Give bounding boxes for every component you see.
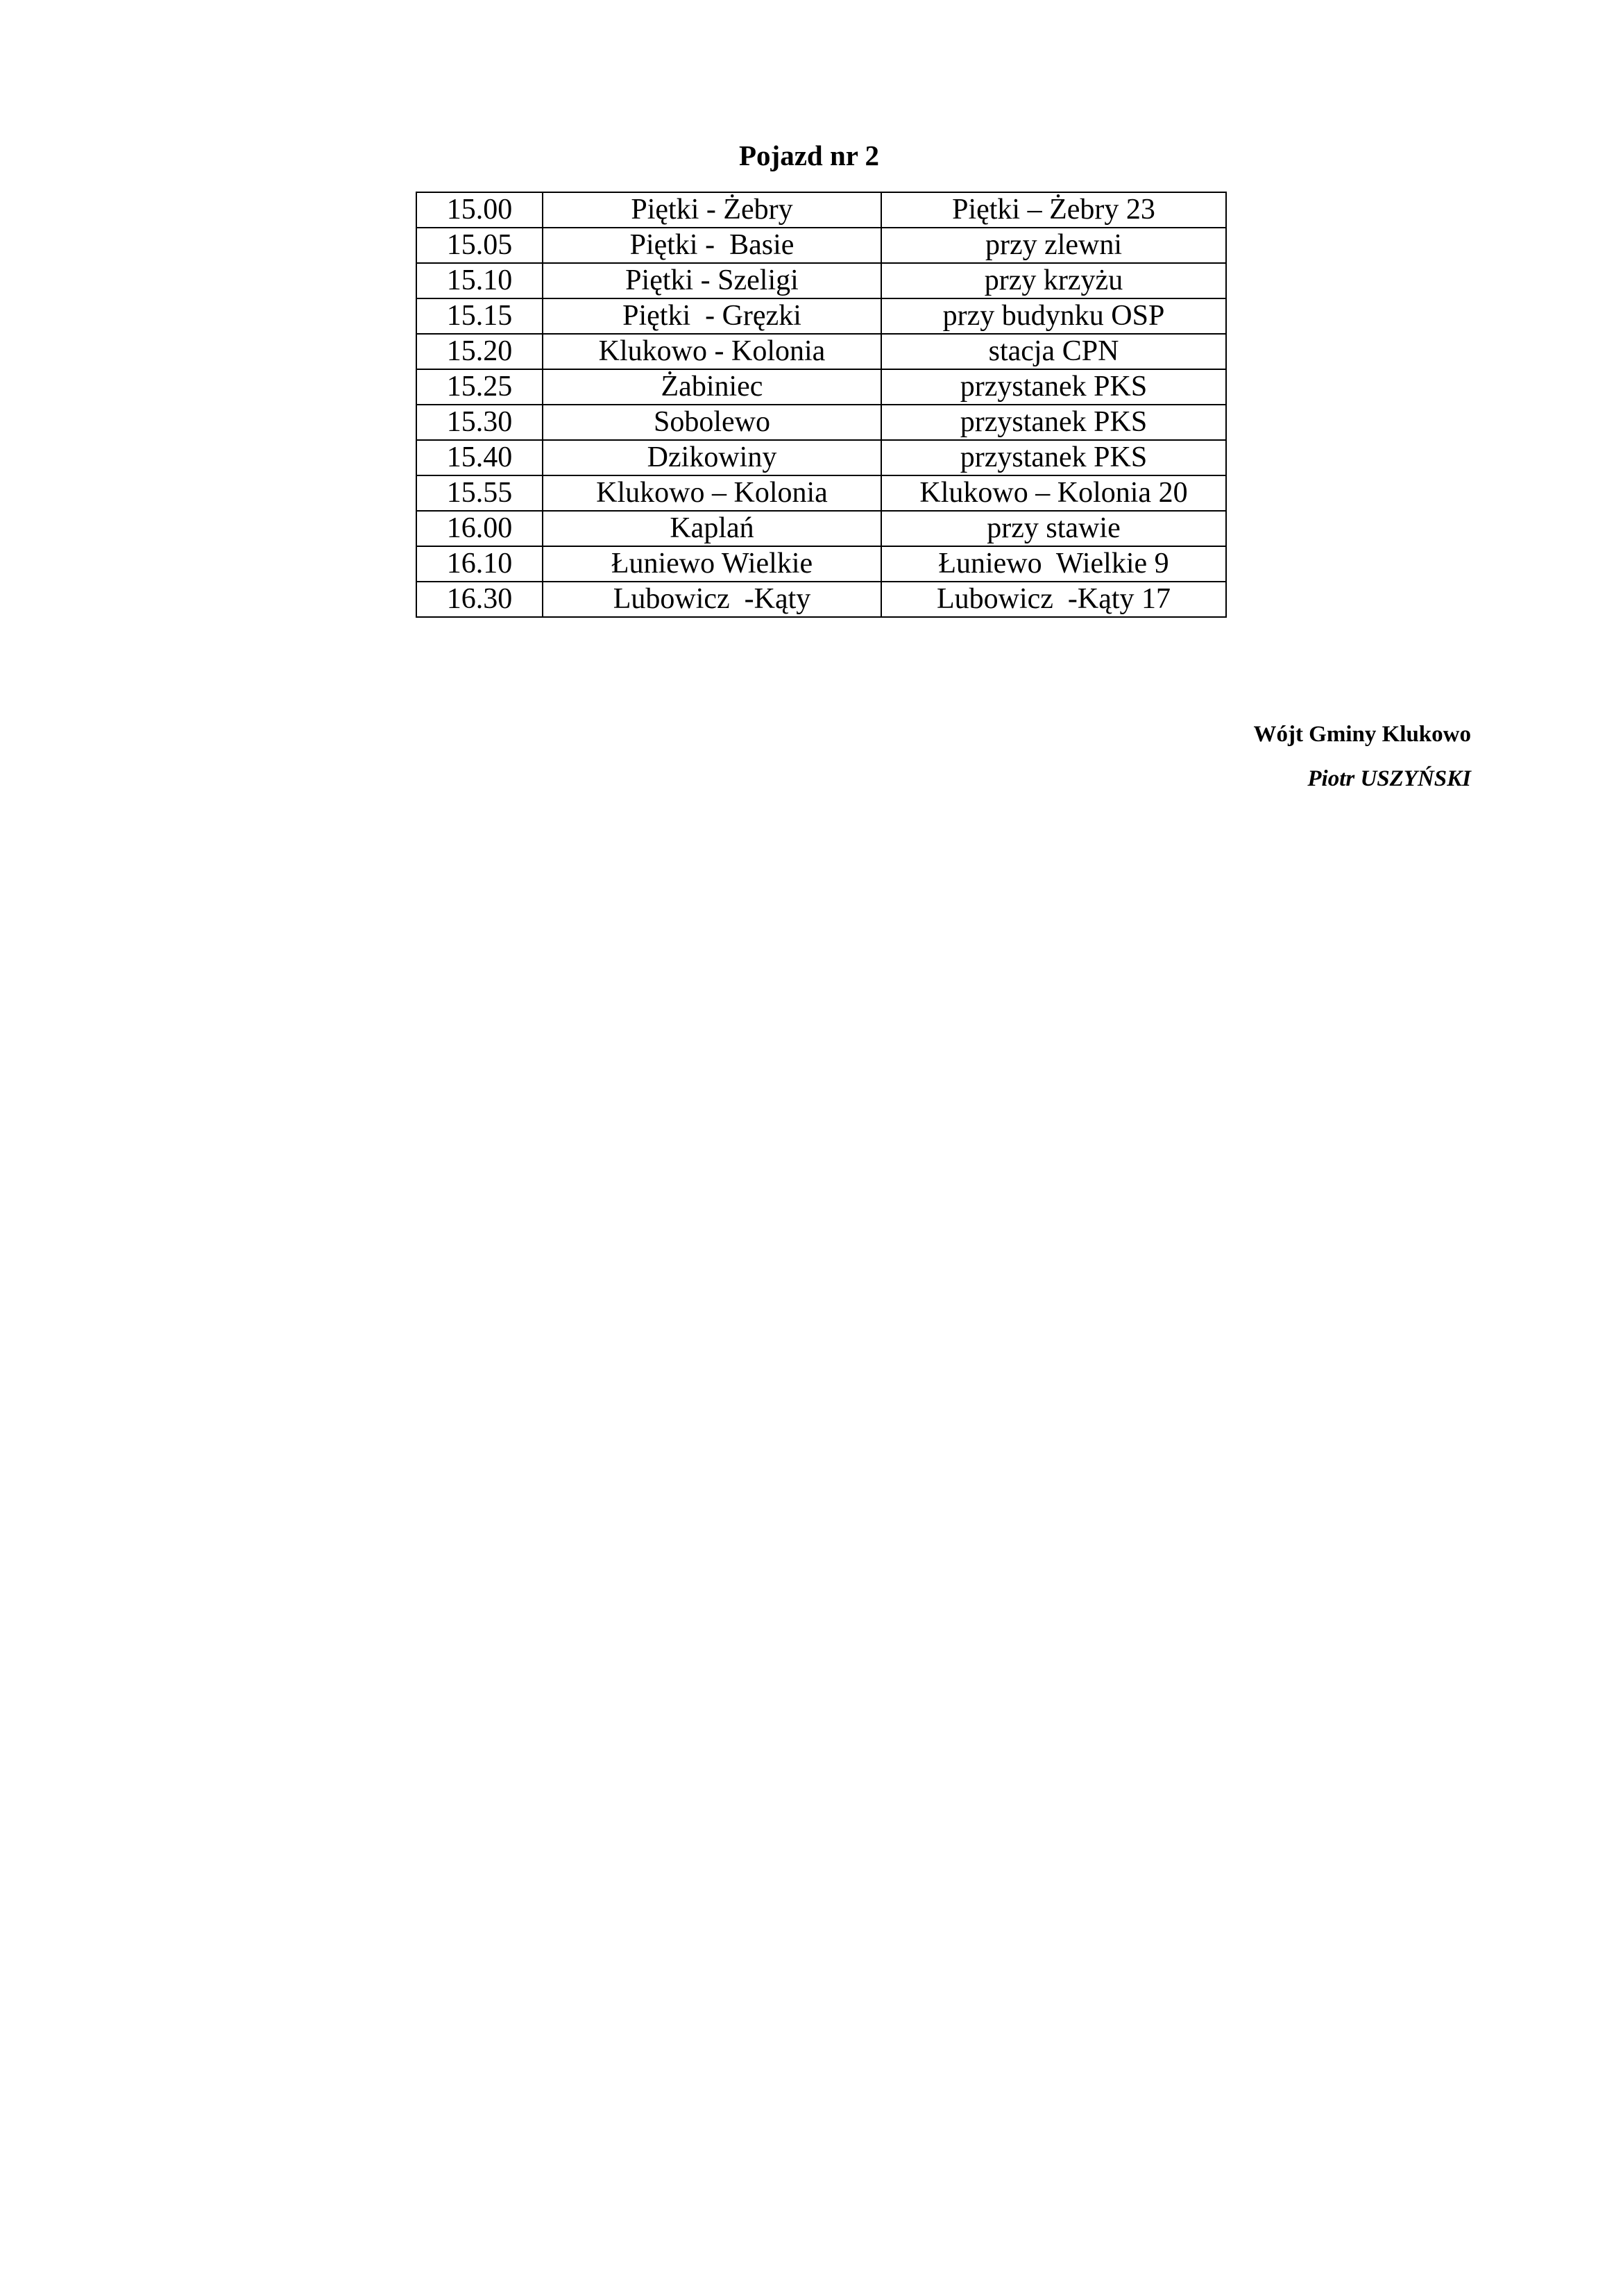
stop-point: przy stawie — [881, 511, 1226, 546]
stop-point: stacja CPN — [881, 334, 1226, 369]
departure-time: 15.25 — [416, 369, 543, 405]
location: Lubowicz -Kąty — [543, 582, 881, 617]
departure-time: 15.00 — [416, 192, 543, 228]
location: Łuniewo Wielkie — [543, 546, 881, 582]
page-title: Pojazd nr 2 — [739, 140, 879, 171]
stop-point: przystanek PKS — [881, 440, 1226, 475]
location: Żabiniec — [543, 369, 881, 405]
signature-name: Piotr USZYŃSKI — [1307, 766, 1471, 791]
location: Piętki - Żebry — [543, 192, 881, 228]
table-row — [416, 263, 1226, 298]
stop-point: Łuniewo Wielkie 9 — [881, 546, 1226, 582]
departure-time: 15.40 — [416, 440, 543, 475]
stop-point: przystanek PKS — [881, 405, 1226, 440]
departure-time: 16.00 — [416, 511, 543, 546]
stop-point: przy budynku OSP — [881, 298, 1226, 334]
stop-point: przy zlewni — [881, 228, 1226, 263]
departure-time: 16.10 — [416, 546, 543, 582]
signature-block — [1253, 720, 1471, 793]
stop-point: przy krzyżu — [881, 263, 1226, 298]
departure-time: 16.30 — [416, 582, 543, 617]
departure-time: 15.55 — [416, 475, 543, 511]
location: Piętki - Gręzki — [543, 298, 881, 334]
location: Piętki - Basie — [543, 228, 881, 263]
table-row — [416, 228, 1226, 263]
departure-time: 15.30 — [416, 405, 543, 440]
schedule-table — [416, 192, 1227, 618]
table-row — [416, 511, 1226, 546]
table-row — [416, 546, 1226, 582]
departure-time: 15.15 — [416, 298, 543, 334]
table-row — [416, 192, 1226, 228]
stop-point: Klukowo – Kolonia 20 — [881, 475, 1226, 511]
location: Piętki - Szeligi — [543, 263, 881, 298]
location: Sobolewo — [543, 405, 881, 440]
stop-point: Piętki – Żebry 23 — [881, 192, 1226, 228]
departure-time: 15.10 — [416, 263, 543, 298]
stop-point: przystanek PKS — [881, 369, 1226, 405]
stop-point: Lubowicz -Kąty 17 — [881, 582, 1226, 617]
table-row — [416, 582, 1226, 617]
table-row — [416, 475, 1226, 511]
location: Klukowo – Kolonia — [543, 475, 881, 511]
table-row — [416, 405, 1226, 440]
table-row — [416, 298, 1226, 334]
table-row — [416, 334, 1226, 369]
departure-time: 15.20 — [416, 334, 543, 369]
signature-role: Wójt Gminy Klukowo — [1253, 722, 1471, 747]
table-row — [416, 369, 1226, 405]
location: Dzikowiny — [543, 440, 881, 475]
location: Kaplań — [543, 511, 881, 546]
departure-time: 15.05 — [416, 228, 543, 263]
table-row — [416, 440, 1226, 475]
location: Klukowo - Kolonia — [543, 334, 881, 369]
